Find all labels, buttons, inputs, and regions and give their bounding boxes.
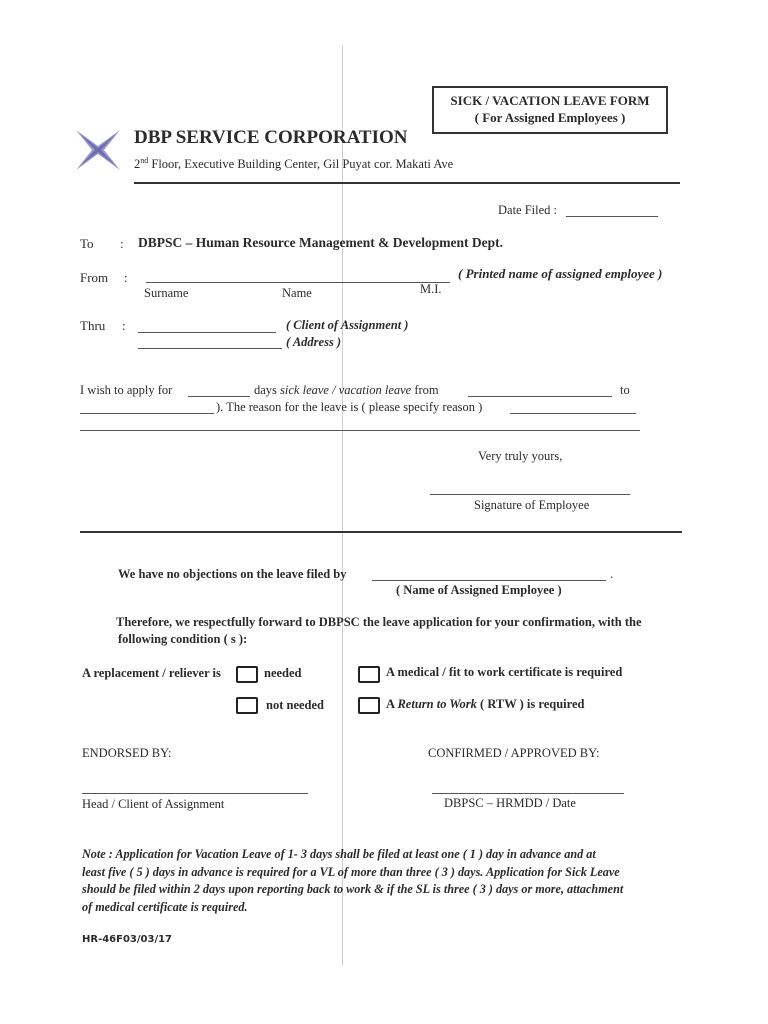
request-text: days sick leave / vacation leave from (254, 383, 439, 397)
page-fold-crease (342, 46, 343, 966)
thru-label: Thru (80, 318, 106, 333)
client-line[interactable] (138, 332, 276, 333)
company-name: DBP SERVICE CORPORATION (134, 127, 408, 148)
note-line-2: least five ( 5 ) days in advance is required for a VL of more than three ( 3 ) days. Application for Sick Leave (82, 864, 620, 879)
signature-line[interactable] (430, 494, 630, 495)
name-label: Name (282, 286, 312, 300)
no-objection-period: . (610, 567, 614, 581)
request-to: to (620, 383, 630, 397)
date-filed-label: Date Filed : (498, 203, 558, 217)
confirmed-by-label: CONFIRMED / APPROVED BY: (428, 746, 600, 760)
head-signature-line[interactable] (82, 793, 308, 794)
assigned-employee-hint: ( Name of Assigned Employee ) (396, 583, 562, 597)
endorsed-by-label: ENDORSED BY: (82, 746, 172, 760)
reason-line-2[interactable] (80, 430, 640, 431)
from-hint: ( Printed name of assigned employee ) (458, 266, 663, 281)
days-line[interactable] (188, 396, 250, 397)
form-code: HR-46F03/03/17 (82, 934, 173, 945)
hrmdd-signature-line[interactable] (432, 793, 624, 794)
reason-line-1[interactable] (510, 413, 636, 414)
closing-text: Very truly yours, (478, 449, 563, 463)
form-subtitle: ( For Assigned Employees ) (474, 110, 626, 125)
no-objection-text: We have no objections on the leave filed by (118, 567, 347, 581)
note-line-4: of medical certificate is required. (82, 899, 248, 914)
forward-text-line1: Therefore, we respectfully forward to DBPSC the leave application for your confirmation, with the (116, 615, 642, 629)
from-date-line[interactable] (468, 396, 612, 397)
thru-colon: : (122, 318, 126, 333)
form-title-box (432, 86, 668, 134)
to-label: To (80, 236, 94, 251)
hrmdd-label: DBPSC – HRMDD / Date (444, 796, 576, 810)
rtw-checkbox-icon[interactable] (358, 697, 380, 714)
note-line-1: Note : Application for Vacation Leave of 1- 3 days shall be filed at least one ( 1 ) day in advance and at (82, 847, 596, 861)
needed-label: needed (264, 666, 302, 680)
from-label: From (80, 270, 109, 285)
signature-label: Signature of Employee (474, 498, 590, 512)
client-hint: ( Client of Assignment ) (286, 318, 409, 332)
reason-label: ). The reason for the leave is ( please specify reason ) (216, 400, 483, 414)
head-client-label: Head / Client of Assignment (82, 797, 225, 811)
note-line-3: should be filed within 2 days upon reporting back to work & if the SL is three ( 3 ) days or more, attachment (82, 882, 624, 896)
to-date-line[interactable] (80, 413, 214, 414)
to-colon: : (120, 236, 124, 251)
from-colon: : (124, 270, 128, 285)
section-divider (80, 531, 682, 533)
replacement-label: A replacement / reliever is (82, 666, 221, 680)
medical-cert-checkbox-icon[interactable] (358, 666, 380, 683)
company-address: 2nd Floor, Executive Building Center, Gil Puyat cor. Makati Ave (134, 156, 454, 172)
x-star-logo-icon (74, 128, 122, 172)
rtw-label: A Return to Work ( RTW ) is required (386, 697, 585, 711)
date-filed-line[interactable] (566, 216, 658, 217)
note-paragraph (82, 846, 682, 916)
from-name-line[interactable] (146, 282, 450, 283)
not-needed-checkbox-icon[interactable] (236, 697, 258, 714)
not-needed-label: not needed (266, 698, 324, 712)
needed-checkbox-icon[interactable] (236, 666, 258, 683)
mi-label: M.I. (420, 282, 442, 296)
forward-text-line2: following condition ( s ): (118, 632, 248, 646)
header-divider (134, 182, 680, 184)
surname-label: Surname (144, 286, 189, 300)
form-title: SICK / VACATION LEAVE FORM (450, 93, 650, 108)
medical-cert-label: A medical / fit to work certificate is required (386, 665, 623, 679)
to-value: DBPSC – Human Resource Management & Development Dept. (138, 235, 503, 250)
assigned-employee-line[interactable] (372, 580, 606, 581)
address-line[interactable] (138, 348, 282, 349)
address-hint: ( Address ) (286, 335, 342, 349)
request-part1: I wish to apply for (80, 383, 173, 397)
